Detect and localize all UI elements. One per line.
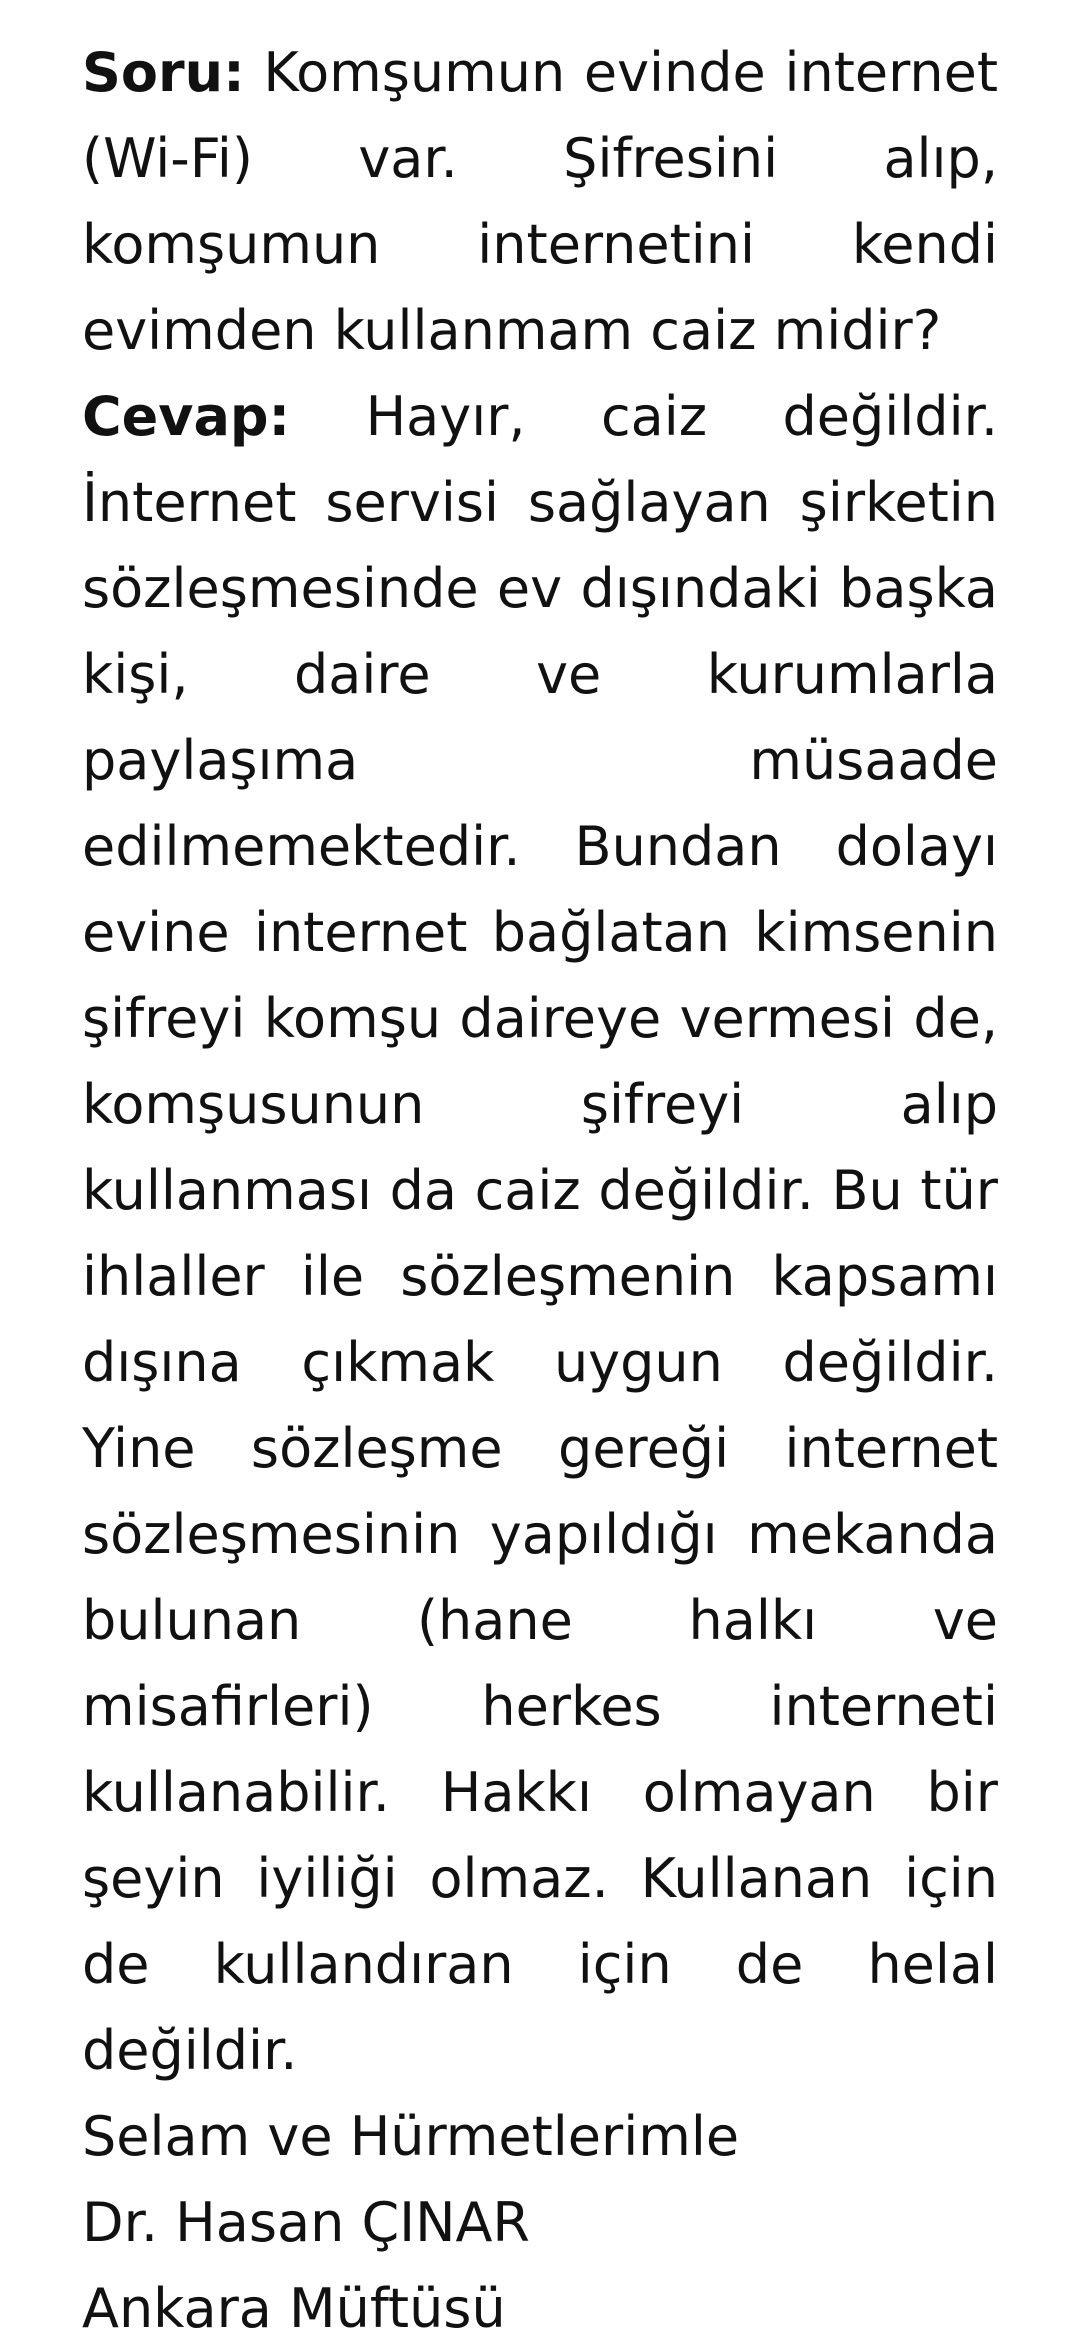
signature-block	[82, 2094, 998, 2352]
question-text: Komşumun evinde internet (Wi-Fi) var. Şifresini alıp, komşumun internetini kendi evimden kullanmam caiz midir?	[82, 41, 998, 362]
signature-closing: Selam ve Hürmetlerimle	[82, 2105, 740, 2168]
question-paragraph	[82, 30, 998, 374]
question-label: Soru:	[82, 41, 245, 104]
answer-paragraph	[82, 374, 998, 2094]
answer-label: Cevap:	[82, 385, 291, 448]
signature-title: Ankara Müftüsü	[82, 2277, 506, 2340]
signature-name: Dr. Hasan ÇINAR	[82, 2191, 530, 2254]
fatwa-document	[82, 30, 998, 2352]
answer-text: Hayır, caiz değildir. İnternet servisi sağlayan şirketin sözleşmesinde ev dışındaki başka kişi, daire ve kurumlarla paylaşıma müsaade edilmemektedir. Bundan dolayı evine internet bağlatan kimsenin şifreyi komşu daireye vermesi de, komşusunun şifreyi alıp kullanması da caiz değildir. Bu tür ihlaller ile sözleşmenin kapsamı dışına çıkmak uygun değildir. Yine sözleşme gereği internet sözleşmesinin yapıldığı mekanda bulunan (hane halkı ve misafirleri) herkes interneti kullanabilir. Hakkı olmayan bir şeyin iyiliği olmaz. Kullanan için de kullandıran için de helal değildir.	[82, 385, 998, 2082]
